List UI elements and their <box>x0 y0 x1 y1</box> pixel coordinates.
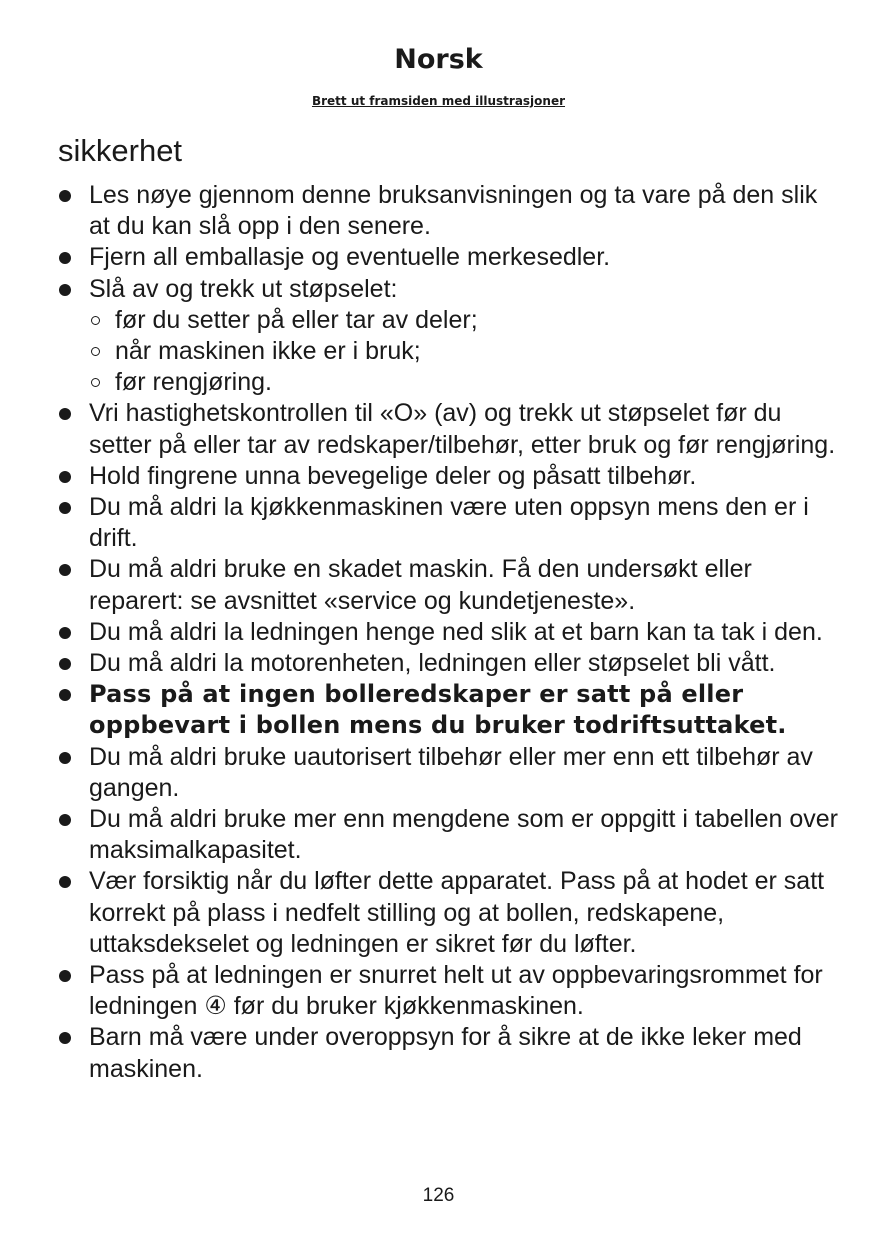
sub-list-item <box>89 336 838 367</box>
list-item <box>58 180 838 242</box>
list-item <box>58 554 838 616</box>
list-item-warning <box>58 679 838 741</box>
sub-list-item-text: før rengjøring. <box>115 368 272 397</box>
sub-list-item <box>89 305 838 336</box>
page-number: 126 <box>422 1185 455 1206</box>
list-item-text: Du må aldri la ledningen henge ned slik at et barn kan ta tak i den. <box>89 617 823 646</box>
list-item <box>58 960 838 1022</box>
list-item <box>58 617 838 648</box>
list-item <box>58 461 838 492</box>
section-heading: sikkerhet <box>58 133 183 168</box>
list-item <box>58 398 838 460</box>
list-item-text: Du må aldri bruke mer enn mengdene som er oppgitt i tabellen over maksimalkapasitet. <box>89 805 839 865</box>
list-item <box>58 274 838 399</box>
list-item <box>58 648 838 679</box>
page-subtitle: Brett ut framsiden med illustrasjoner <box>311 94 566 108</box>
list-item-text: Les nøye gjennom denne bruksanvisningen og ta vare på den slik at du kan slå opp i den senere. <box>89 181 818 241</box>
safety-list <box>58 180 838 1085</box>
list-item-text: Du må aldri bruke en skadet maskin. Få den undersøkt eller reparert: se avsnittet «service og kundetjeneste». <box>89 555 752 615</box>
list-item-text: Du må aldri la kjøkkenmaskinen være uten oppsyn mens den er i drift. <box>89 493 809 553</box>
list-item-text: Slå av og trekk ut støpselet: <box>89 274 398 303</box>
sub-list <box>89 305 838 399</box>
list-item-text: Barn må være under overoppsyn for å sikre at de ikke leker med maskinen. <box>89 1023 802 1083</box>
sub-list-item-text: før du setter på eller tar av deler; <box>115 305 478 334</box>
sub-list-item-text: når maskinen ikke er i bruk; <box>115 337 421 366</box>
list-item <box>58 1022 838 1084</box>
list-item-text: Vær forsiktig når du løfter dette apparatet. Pass på at hodet er satt korrekt på plass i nedfelt stilling og at bollen, redskapene, uttaksdekselet og ledningen er sikret før du løfter. <box>89 867 825 958</box>
list-item <box>58 866 838 960</box>
list-item <box>58 742 838 804</box>
sub-list-item <box>89 367 838 398</box>
list-item-text: Pass på at ingen bolleredskaper er satt på eller oppbevart i bollen mens du bruker todriftsuttaket. <box>89 680 787 740</box>
list-item <box>58 804 838 866</box>
list-item <box>58 492 838 554</box>
list-item <box>58 242 838 273</box>
list-item-text: Hold fingrene unna bevegelige deler og påsatt tilbehør. <box>89 461 697 490</box>
list-item-text: Pass på at ledningen er snurret helt ut av oppbevaringsrommet for ledningen ④ før du bruker kjøkkenmaskinen. <box>89 961 823 1021</box>
page-title: Norsk <box>394 44 483 75</box>
list-item-text: Du må aldri bruke uautorisert tilbehør eller mer enn ett tilbehør av gangen. <box>89 742 813 802</box>
list-item-text: Du må aldri la motorenheten, ledningen eller støpselet bli vått. <box>89 649 776 678</box>
list-item-text: Vri hastighetskontrollen til «O» (av) og trekk ut støpselet før du setter på eller tar av redskaper/tilbehør, etter bruk og før rengjøring. <box>89 399 836 459</box>
list-item-text: Fjern all emballasje og eventuelle merkesedler. <box>89 243 611 272</box>
